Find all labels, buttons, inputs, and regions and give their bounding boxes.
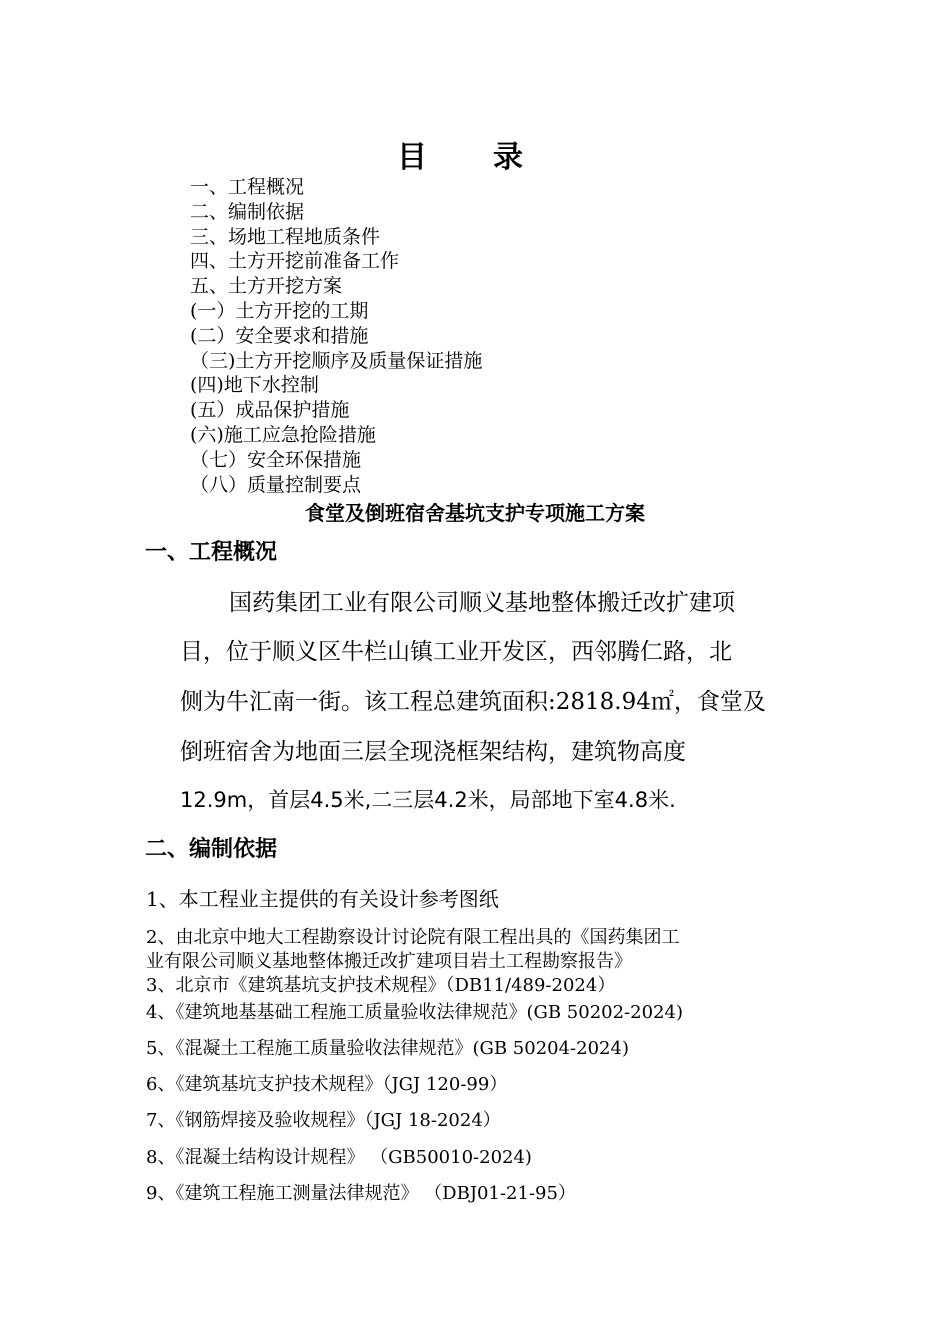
toc-item[interactable]: (一）土方开挖的工期: [190, 300, 369, 322]
basis-item: 6、《建筑基坑支护技术规程》（JGJ 120-99）: [146, 1074, 508, 1095]
toc-item[interactable]: 二、编制依据: [190, 201, 305, 223]
overview-line: 侧为牛汇南一街。该工程总建筑面积:2818.94㎡，食堂及: [180, 689, 766, 715]
toc-title-right: 录: [493, 140, 525, 175]
overview-line: 目，位于顺义区牛栏山镇工业开发区，西邻腾仁路，北: [180, 639, 732, 665]
basis-item: 4、《建筑地基基础工程施工质量验收法律规范》(GB 50202-2024): [146, 1002, 683, 1023]
toc-item[interactable]: （八）质量控制要点: [190, 474, 362, 496]
toc-title-left: 目: [397, 140, 429, 175]
toc-item[interactable]: (四)地下水控制: [190, 374, 319, 396]
toc-item[interactable]: 五、土方开挖方案: [190, 275, 343, 297]
toc-item[interactable]: （七）安全环保措施: [190, 449, 362, 471]
basis-item: 2、由北京中地大工程勘察设计讨论院有限工程出具的《国药集团工: [146, 927, 680, 948]
toc-item[interactable]: 四、土方开挖前准备工作: [190, 250, 400, 272]
basis-item: 7、《钢筋焊接及验收规程》（JGJ 18-2024）: [146, 1110, 501, 1131]
toc-item[interactable]: (五）成品保护措施: [190, 399, 350, 421]
toc-item[interactable]: 一、工程概况: [190, 176, 305, 198]
overview-line: 倒班宿舍为地面三层全现浇框架结构，建筑物高度: [180, 739, 686, 765]
basis-item: 9、《建筑工程施工测量法律规范》 （DBJ01-21-95）: [146, 1183, 576, 1204]
toc-title: [397, 132, 525, 176]
basis-item: 业有限公司顺义基地整体搬迁改扩建项目岩土工程勘察报告》: [146, 951, 632, 972]
toc-item[interactable]: (六)施工应急抢险措施: [190, 424, 376, 446]
overview-line: 12.9m，首层4.5米,二三层4.2米，局部地下室4.8米.: [180, 788, 676, 812]
basis-item: 8、《混凝土结构设计规程》 （GB50010-2024): [146, 1147, 532, 1168]
basis-item: 5、《混凝土工程施工质量验收法律规范》(GB 50204-2024): [146, 1038, 629, 1059]
document-title: 食堂及倒班宿舍基坑支护专项施工方案: [305, 501, 645, 525]
basis-item: 1、本工程业主提供的有关设计参考图纸: [146, 887, 499, 911]
overview-line: 国药集团工业有限公司顺义基地整体搬迁改扩建项: [229, 590, 735, 616]
basis-item: 3、北京市《建筑基坑支护技术规程》（DB11/489-2024）: [146, 975, 616, 996]
section-heading-overview: 一、工程概况: [145, 540, 278, 565]
section-heading-basis: 二、编制依据: [145, 837, 278, 862]
toc-item[interactable]: （三)土方开挖顺序及质量保证措施: [190, 350, 483, 372]
toc-item[interactable]: (二）安全要求和措施: [190, 325, 369, 347]
toc-item[interactable]: 三、场地工程地质条件: [190, 226, 381, 248]
